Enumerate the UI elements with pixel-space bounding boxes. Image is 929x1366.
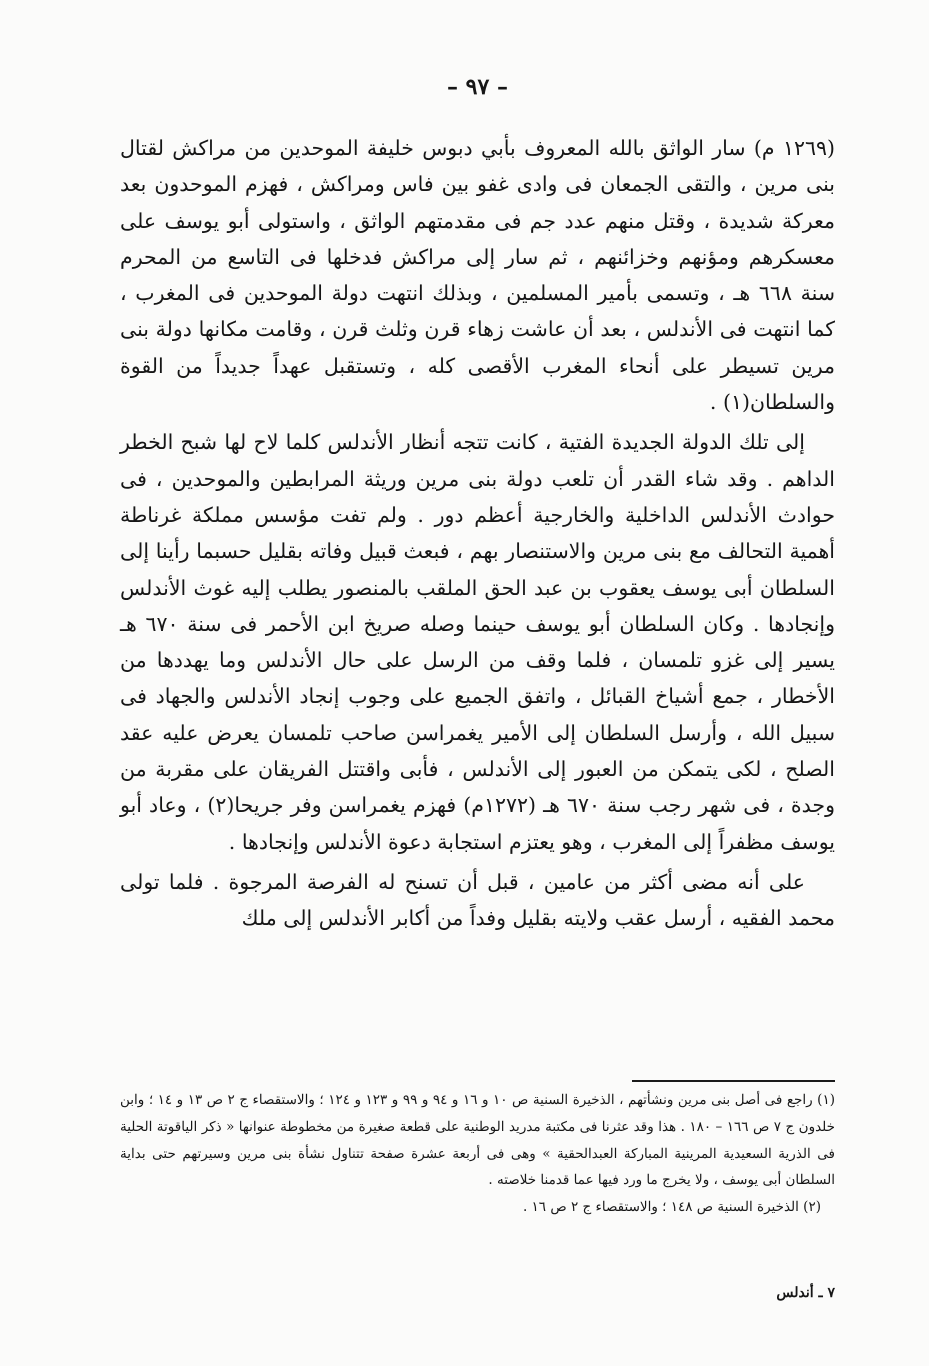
footnote-2: (٢) الذخيرة السنية ص ١٤٨ ؛ والاستقصاء ج ٢ ص ١٦ .	[522, 1199, 821, 1216]
signature-mark: ٧ ـ أندلس	[776, 1285, 835, 1301]
page-number: – ٩٧ –	[447, 74, 508, 100]
footnotes	[120, 1087, 835, 1221]
paragraph-1: (١٢٦٩ م) سار الواثق بالله المعروف بأبي دبوس خليفة الموحدين من مراكش لقتال بنى مرين ، والتقى الجمعان فى وادى غفو بين فاس ومراكش ، فهزم الموحدون بعد معركة شديدة ، وقتل منهم عدد جم فى مقدمتهم الواثق ، واستولى أبو يوسف على معسكرهم ومؤنهم وخزائنهم ، ثم سار إلى مراكش فدخلها فى التاسع من المحرم سنة ٦٦٨ هـ ، وتسمى بأمير المسلمين ، وبذلك انتهت دولة الموحدين فى المغرب ، كما انتهت فى الأندلس ، بعد أن عاشت زهاء قرن وثلث قرن ، وقامت مكانها دولة بنى مرين تسيطر على أنحاء المغرب الأقصى كله ، وتستقبل عهداً جديداً من القوة والسلطان(١) .	[120, 136, 836, 415]
footnote-1: (١) راجع فى أصل بنى مرين ونشأتهم ، الذخيرة السنية ص ١٠ و ١٦ و ٩٤ و ٩٩ و ١٢٣ و ١٢٤ ؛ والاستقصاء ج ٢ ص ١٣ و ١٤ ؛ وابن خلدون ج ٧ ص ١٦٦ – ١٨٠ . هذا وقد عثرنا فى مكتبة مدريد الوطنية على قطعة صغيرة من مخطوطة عنوانها « ذكر الياقوتة الحلية فى الذرية السعيدية المرينية المباركة العبدالحقية » وهى فى أربعة عشرة صفحة تتناول نشأة بنى مرين وسيرتهم حتى بداية السلطان أبى يوسف ، ولا يخرج ما ورد فيها عما قدمنا خلاصته .	[120, 1092, 835, 1189]
paragraph-2: إلى تلك الدولة الجديدة الفتية ، كانت تتجه أنظار الأندلس كلما لاح لها شبح الخطر الداهم . وقد شاء القدر أن تلعب دولة بنى مرين وريثة المرابطين والموحدين ، فى حوادث الأندلس الداخلية والخارجية أعظم دور . ولم تفت مؤسس مملكة غرناطة أهمية التحالف مع بنى مرين والاستنصار بهم ، فبعث قبيل وفاته بقليل حسبما رأينا إلى السلطان أبى يوسف يعقوب بن عبد الحق الملقب بالمنصور يطلب إليه غوث الأندلس وإنجادها . وكان السلطان أبو يوسف حينما وصله صريخ ابن الأحمر فى سنة ٦٧٠ هـ يسير إلى غزو تلمسان ، فلما وقف من الرسل على حال الأندلس وما يهددها من الأخطار ، جمع أشياخ القبائل ، واتفق الجميع على وجوب إنجاد الأندلس والجهاد فى سبيل الله ، وأرسل السلطان إلى الأمير يغمراسن صاحب تلمسان يعرض عليه عقد الصلح ، لكى يتمكن من العبور إلى الأندلس ، فأبى واقتتل الفريقان على مقربة من وجدة ، فى شهر رجب سنة ٦٧٠ هـ (١٢٧٢م) فهزم يغمراسن وفر جريحا(٢) ، وعاد أبو يوسف مظفراً إلى المغرب ، وهو يعتزم استجابة دعوة الأندلس وإنجادها .	[120, 430, 835, 854]
footnote-divider	[632, 1080, 835, 1082]
main-text	[120, 130, 835, 937]
paragraph-3: على أنه مضى أكثر من عامين ، قبل أن تسنح له الفرصة المرجوة . فلما تولى محمد الفقيه ، أرسل عقب ولايته بقليل وفداً من أكابر الأندلس إلى ملك	[120, 869, 835, 931]
book-page	[120, 70, 835, 1310]
